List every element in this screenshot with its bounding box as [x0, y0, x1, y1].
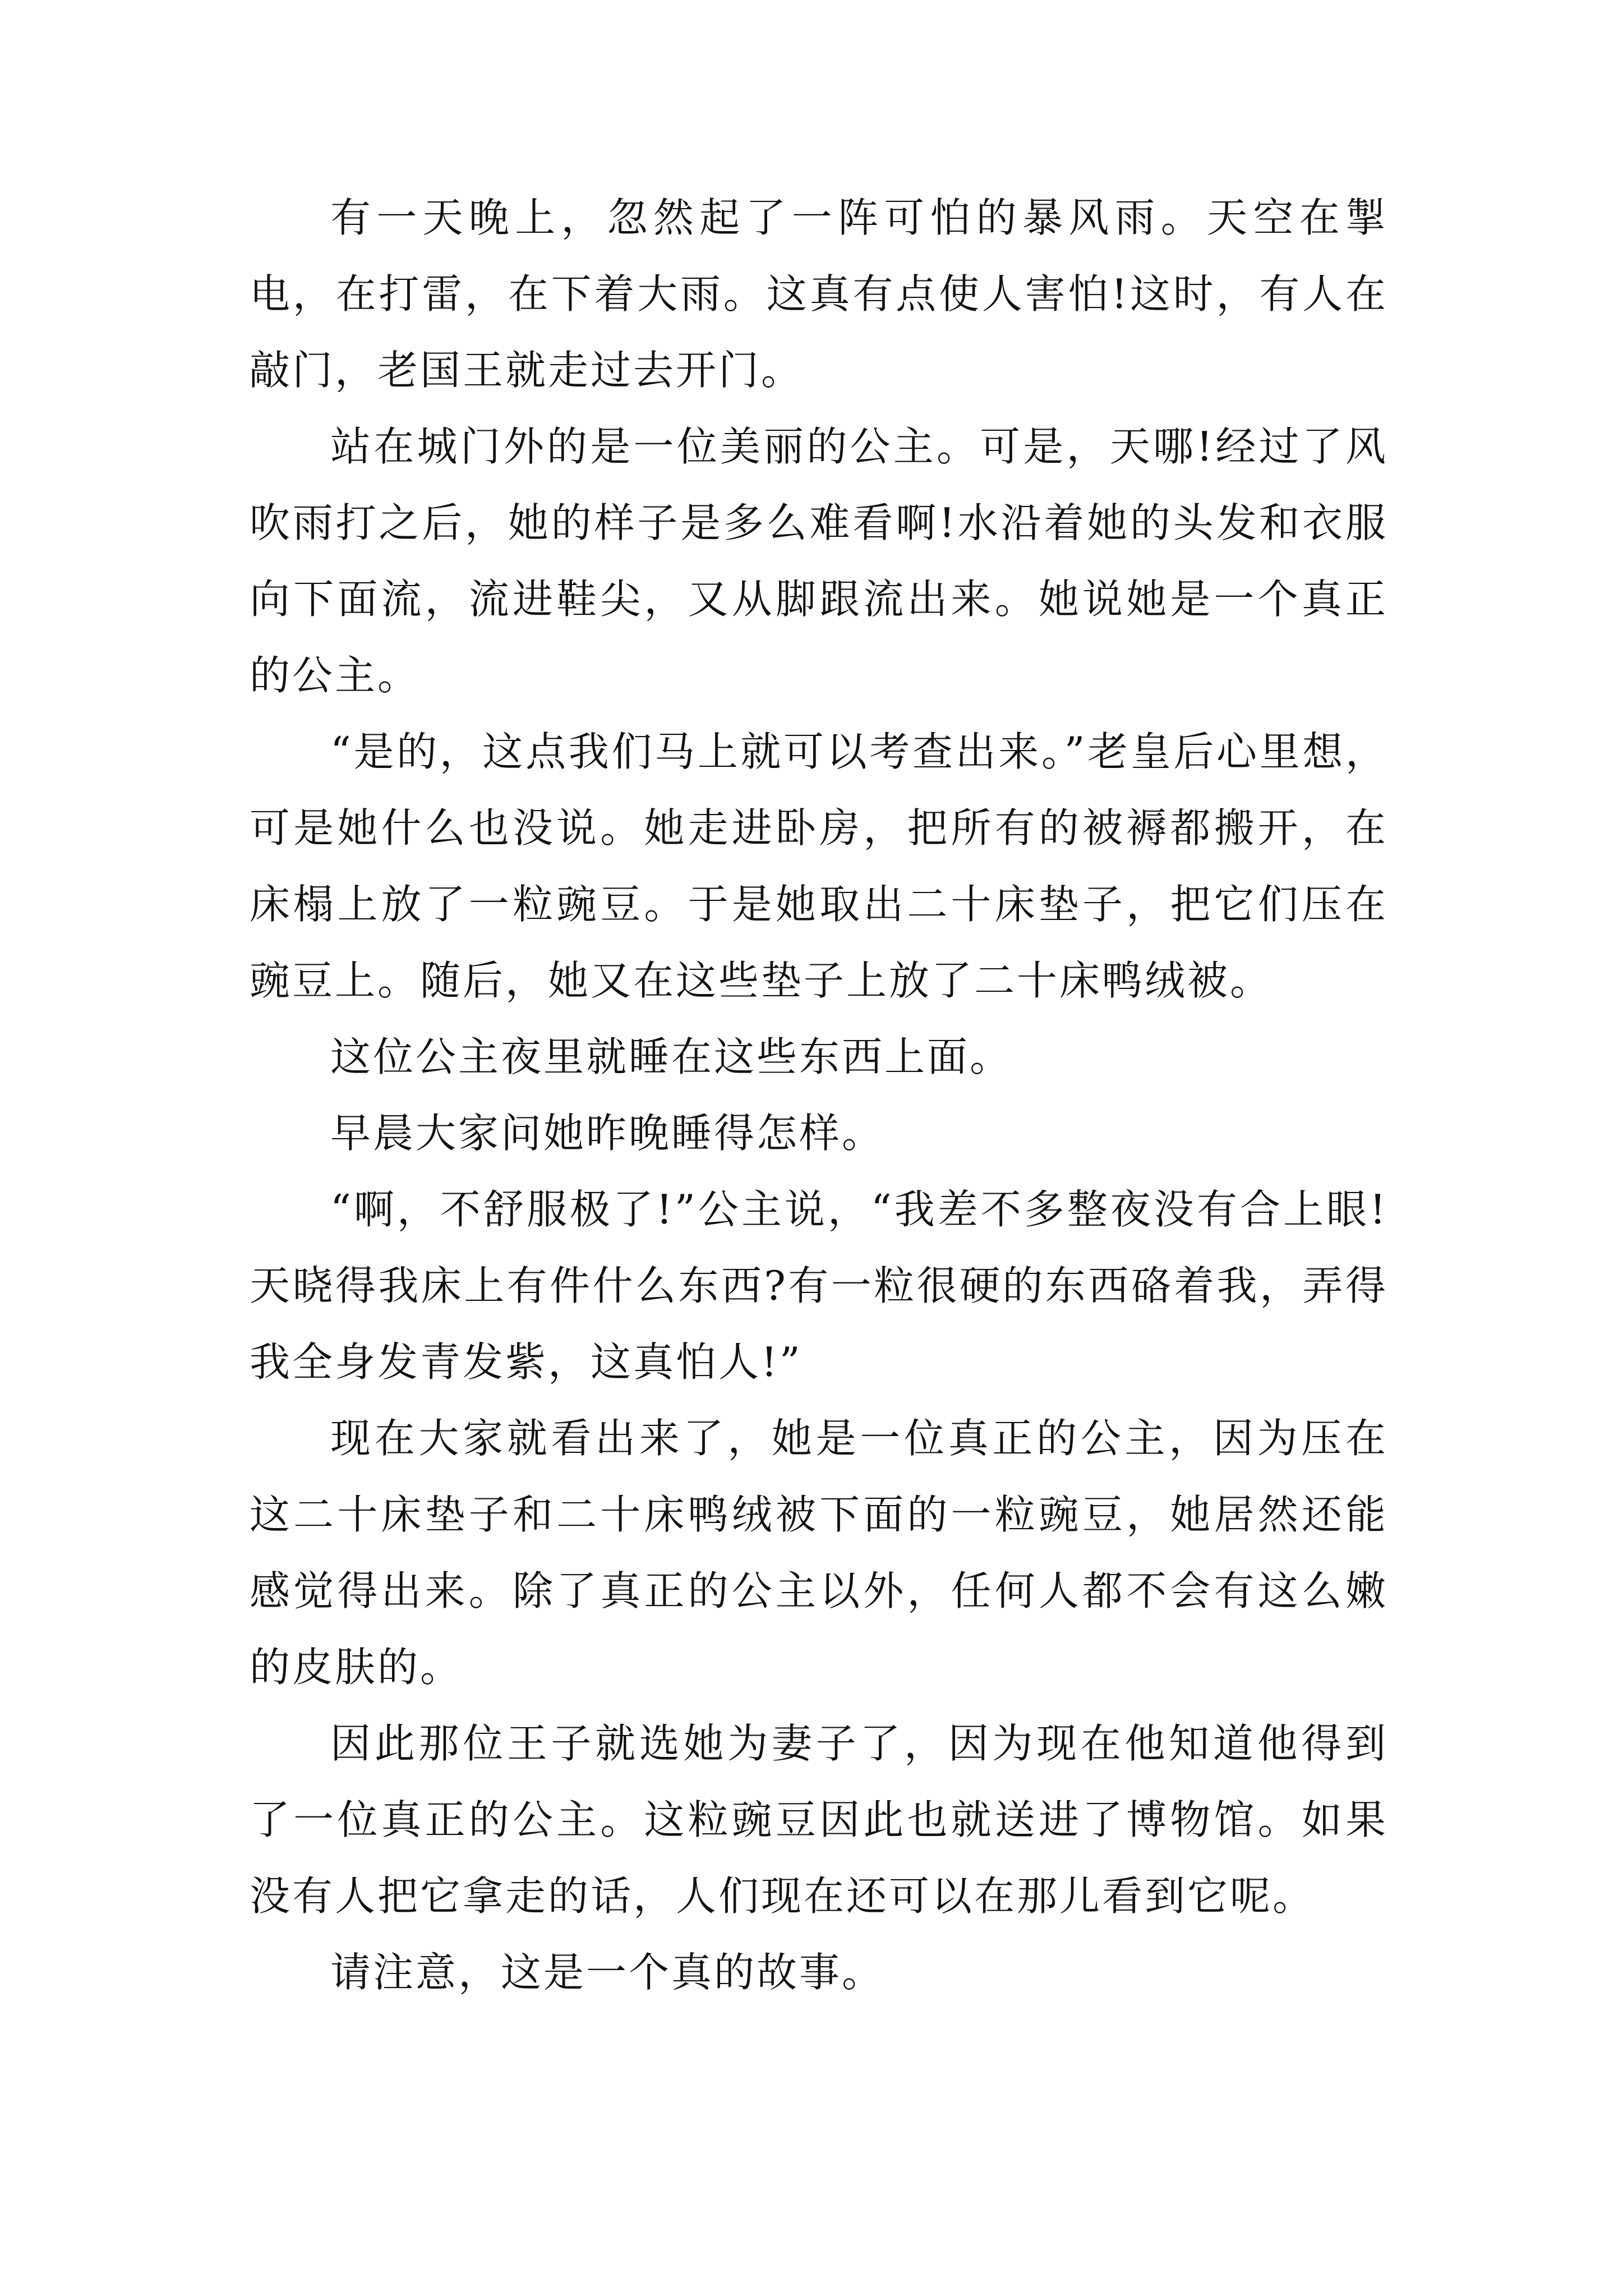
paragraph-4: 这位公主夜里就睡在这些东西上面。: [330, 1033, 1013, 1080]
paragraph-6: “啊，不舒服极了!”公主说，“我差不多整夜没有合上眼!天晓得我床上有件什么东西?有一粒很硬的东西硌着我，弄得我全身发青发紫，这真怕人!”: [250, 1186, 1388, 1386]
paragraph-1: 有一天晚上，忽然起了一阵可怕的暴风雨。天空在掣电，在打雷，在下着大雨。这真有点使人害怕!这时，有人在敲门，老国王就走过去开门。: [250, 194, 1388, 394]
paragraph-9: 请注意，这是一个真的故事。: [330, 1949, 885, 1996]
paragraph-7: 现在大家就看出来了，她是一位真正的公主，因为压在这二十床垫子和二十床鸭绒被下面的一粒豌豆，她居然还能感觉得出来。除了真正的公主以外，任何人都不会有这么嫩的皮肤的。: [250, 1415, 1388, 1691]
paragraph-8: 因此那位王子就选她为妻子了，因为现在他知道他得到了一位真正的公主。这粒豌豆因此也就送进了博物馆。如果没有人把它拿走的话，人们现在还可以在那儿看到它呢。: [250, 1720, 1388, 1920]
paragraph-3: “是的，这点我们马上就可以考查出来。”老皇后心里想，可是她什么也没说。她走进卧房，把所有的被褥都搬开，在床榻上放了一粒豌豆。于是她取出二十床垫子，把它们压在豌豆上。随后，她又在这些垫子上放了二十床鸭绒被。: [250, 728, 1388, 1004]
paragraph-5: 早晨大家问她昨晚睡得怎样。: [330, 1110, 885, 1157]
story-text: [250, 180, 1388, 2010]
paragraph-2: 站在城门外的是一位美丽的公主。可是，天哪!经过了风吹雨打之后，她的样子是多么难看啊!水沿着她的头发和衣服向下面流，流进鞋尖，又从脚跟流出来。她说她是一个真正的公主。: [250, 423, 1388, 699]
